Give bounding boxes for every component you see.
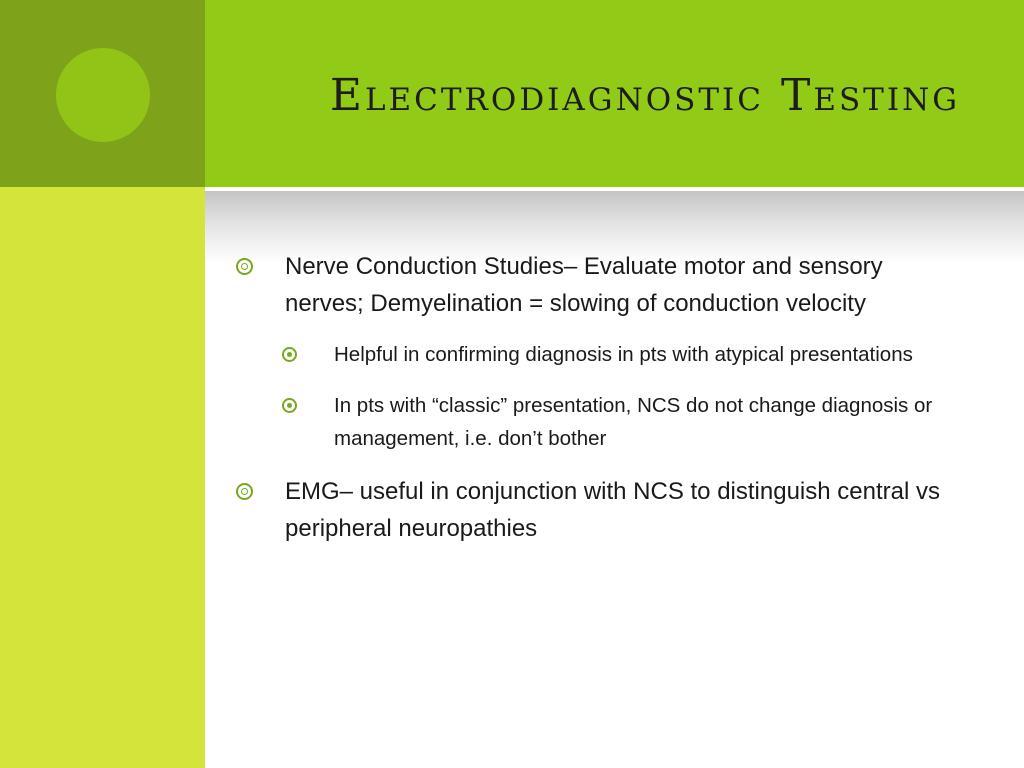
bullet-text: EMG– useful in conjunction with NCS to distinguish central vs peripheral neuropathies	[285, 478, 940, 542]
ring-dot-bullet-icon	[282, 347, 297, 362]
double-ring-bullet-icon	[236, 483, 253, 500]
left-accent-strip	[0, 187, 205, 768]
corner-block	[0, 0, 205, 187]
sub-bullet-text: In pts with “classic” presentation, NCS do not change diagnosis or management, i.e. don’t bother	[334, 394, 933, 450]
ring-dot-bullet-icon	[282, 398, 297, 413]
sub-bullet-text: Helpful in confirming diagnosis in pts with atypical presentations	[334, 343, 913, 366]
sub-bullet-item	[282, 389, 965, 455]
double-ring-bullet-icon	[236, 258, 253, 275]
bullet-item	[230, 248, 965, 322]
slide-title: Electrodiagnostic Testing	[329, 70, 960, 121]
bullet-list	[230, 248, 965, 563]
decorative-circle	[56, 48, 150, 142]
bullet-item	[230, 473, 965, 547]
sub-bullet-item	[282, 338, 965, 371]
bullet-text: Nerve Conduction Studies– Evaluate motor and sensory nerves; Demyelination = slowing of conduction velocity	[285, 253, 883, 317]
